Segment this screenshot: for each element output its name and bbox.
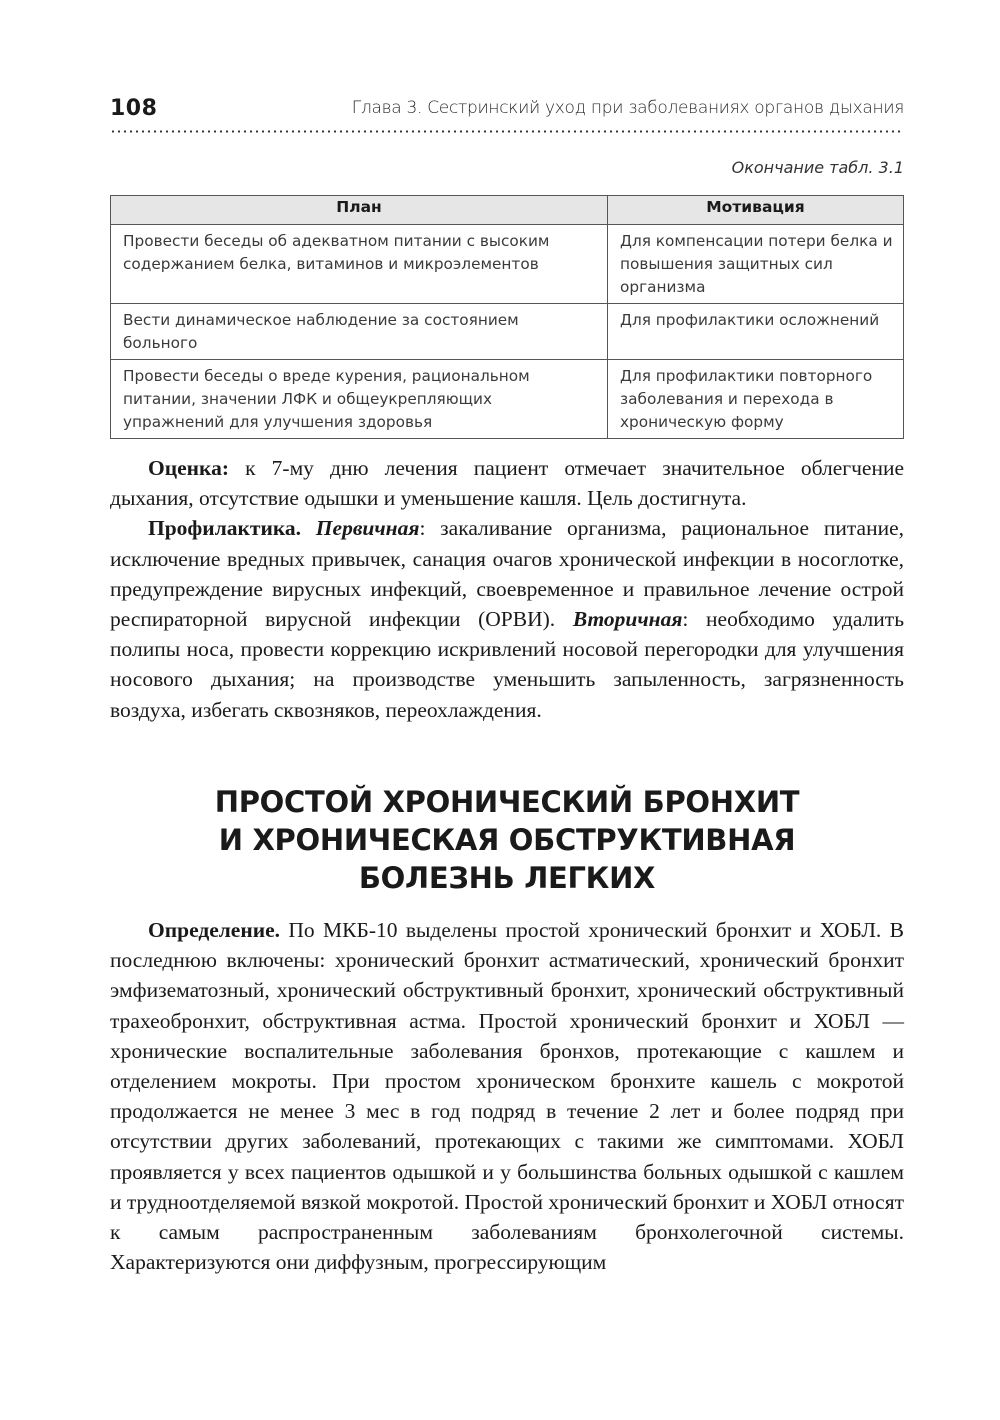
plan-cell: Провести беседы об адекватном питании с высоким содержанием белка, витаминов и микроэлементов <box>111 225 608 304</box>
definition-text: По МКБ-10 выделены простой хронический бронхит и ХОБЛ. В последнюю включены: хронический бронхит астматический, хронический бронхит эмфизематозный, хронический обструктивный бронхит, хронический обструктивный трахеобронхит, обструктивная астма. Простой хронический бронхит и ХОБЛ — хронические воспалительные заболевания бронхов, протекающие с кашлем и отделением мокроты. При простом хроническом бронхите кашель с мокротой продолжается не менее 3 мес в год подряд в течение 2 лет и более подряд при отсутствии других заболеваний, протекающих с такими же симптомами. ХОБЛ проявляется у всех пациентов одышкой и у большинства больных одышкой с кашлем и трудноотделяемой вязкой мокротой. Простой хронический бронхит и ХОБЛ относят к самым распространенным заболеваниям бронхолегочной системы. Характеризуются они диффузным, прогрессирующим <box>110 918 904 1275</box>
definition-block <box>110 915 904 1277</box>
motivation-cell: Для компенсации потери белка и повышения защитных сил организма <box>608 225 904 304</box>
section-heading-line: И ХРОНИЧЕСКАЯ ОБСТРУКТИВНАЯ <box>218 823 796 857</box>
section-heading <box>110 783 904 897</box>
table-row <box>111 304 904 360</box>
assessment-label: Оценка: <box>148 456 230 480</box>
secondary-prevention-label: Вторичная <box>572 607 683 632</box>
prevention-label: Профилактика. <box>148 516 302 541</box>
table-row <box>111 225 904 304</box>
prevention-paragraph <box>110 513 904 724</box>
plan-cell: Вести динамическое наблюдение за состоянием больного <box>111 304 608 360</box>
care-plan-table <box>110 195 904 439</box>
table-row <box>111 360 904 439</box>
table-header-row <box>111 196 904 225</box>
assessment-prevention-block <box>110 453 904 725</box>
section-heading-line: БОЛЕЗНЬ ЛЕГКИХ <box>358 861 656 895</box>
primary-prevention-text: : закаливание организма, рациональное питание, исключение вредных привычек, санация очагов хронической инфекции в носоглотке, предупреждение вирусных инфекций, своевременное и правильное лечение острой респираторной вирусной инфекции (ОРВИ). <box>110 516 905 632</box>
definition-label: Определение. <box>148 918 281 942</box>
section-heading-line: ПРОСТОЙ ХРОНИЧЕСКИЙ БРОНХИТ <box>214 785 800 819</box>
motivation-cell: Для профилактики повторного заболевания и перехода в хроническую форму <box>608 360 904 439</box>
assessment-text: к 7-му дню лечения пациент отмечает значительное облегчение дыхания, отсутствие одышки и уменьшение кашля. Цель достигнута. <box>110 456 904 511</box>
running-header <box>110 96 904 136</box>
definition-paragraph <box>110 915 904 1277</box>
table-caption: Окончание табл. 3.1 <box>731 158 904 177</box>
chapter-title: Глава 3. Сестринский уход при заболеваниях органов дыхания <box>351 98 904 118</box>
page-number: 108 <box>110 96 158 121</box>
plan-cell: Провести беседы о вреде курения, рациональном питании, значении ЛФК и общеукрепляющих упражнений для улучшения здоровья <box>111 360 608 439</box>
motivation-cell: Для профилактики осложнений <box>608 304 904 360</box>
column-header-plan: План <box>111 196 608 225</box>
secondary-prevention-text: : необходимо удалить полипы носа, провести коррекцию искривлений носовой перегородки для улучшения носового дыхания; на производстве уменьшить запыленность, загрязненность воздуха, избегать сквозняков, переохлаждения. <box>110 607 904 722</box>
header-dotted-rule <box>110 130 904 133</box>
assessment-paragraph <box>110 453 904 513</box>
primary-prevention-label: Первичная <box>315 516 420 541</box>
column-header-motivation: Мотивация <box>608 196 904 225</box>
